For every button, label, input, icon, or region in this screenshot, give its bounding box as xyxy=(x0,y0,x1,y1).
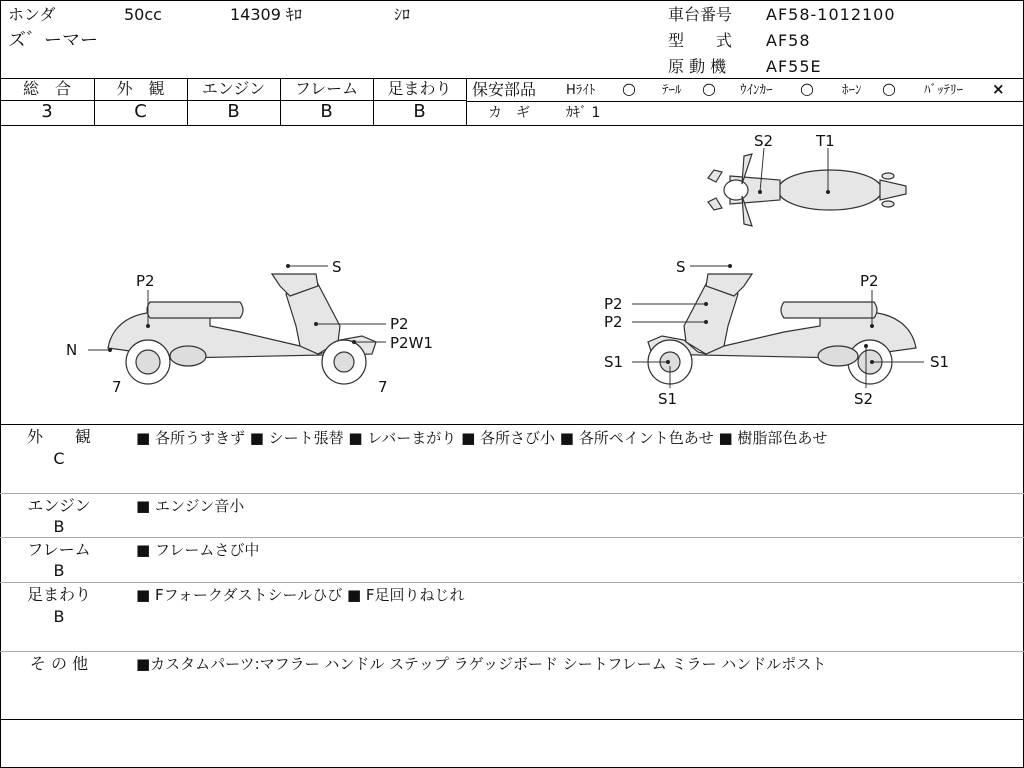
diag-right-label-p2-seat: P2 xyxy=(860,272,879,290)
engine-label: 原 動 機 xyxy=(668,57,727,76)
notes-divider xyxy=(0,493,1024,494)
note-title-engine: エンジン xyxy=(27,496,91,515)
diag-left-label-n: N xyxy=(66,341,78,359)
diag-left-label-s: S xyxy=(332,258,342,276)
diag-left-label-7-rear: 7 xyxy=(112,378,122,396)
diag-right-label-s1-front: S1 xyxy=(604,353,624,371)
grade-value-engine: B xyxy=(227,101,240,122)
grade-value-suspension: B xyxy=(413,101,426,122)
note-text-appearance: ■ 各所うすきず ■ シート張替 ■ レバーまがり ■ 各所さび小 ■ 各所ペイント色あせ ■ 樹脂部色あせ xyxy=(136,429,828,447)
safety-item-battery: ﾊﾞｯﾃﾘｰ xyxy=(924,83,963,98)
safety-item-taillight: ﾃｰﾙ xyxy=(662,83,682,98)
notes-divider xyxy=(0,582,1024,583)
grade-header-suspension: 足まわり xyxy=(387,79,452,98)
diag-top-label-s2: S2 xyxy=(754,132,774,150)
note-title-other: そ の 他 xyxy=(29,654,89,673)
diag-right-label-s1-rear: S1 xyxy=(930,353,950,371)
frame-no: AF58-1012100 xyxy=(766,5,896,24)
model-name: ズ゛ーマー xyxy=(8,30,98,51)
diagram-bottom-border xyxy=(0,424,1024,425)
safety-item-horn: ﾎｰﾝ xyxy=(842,83,862,98)
safety-mark-taillight: ○ xyxy=(702,79,716,98)
notes-divider xyxy=(0,651,1024,652)
color: ｼﾛ xyxy=(394,5,411,24)
diag-left-label-p2w1: P2W1 xyxy=(390,334,433,352)
grade-value-frame: B xyxy=(320,101,333,122)
type-value: AF58 xyxy=(766,31,811,50)
grade-header-frame: フレーム xyxy=(294,79,359,98)
diag-right-label-p2-lower: P2 xyxy=(604,313,623,331)
notes-divider xyxy=(0,537,1024,538)
grade-header-engine: エンジン xyxy=(201,79,266,98)
scooter-damage-diagram xyxy=(0,126,1024,424)
note-grade-suspension: B xyxy=(53,607,65,626)
safety-mark-winker: ○ xyxy=(800,79,814,98)
safety-label: 保安部品 xyxy=(472,80,537,99)
diag-right-label-s1-bottom: S1 xyxy=(658,390,678,408)
key-label: カ ギ xyxy=(488,105,530,121)
note-title-appearance: 外 観 xyxy=(26,427,91,446)
note-title-suspension: 足まわり xyxy=(26,585,91,604)
type-label: 型 式 xyxy=(668,31,733,50)
top-view-scooter-drawing xyxy=(708,154,906,226)
grade-value-appearance: C xyxy=(134,101,147,122)
safety-mark-headlight: ○ xyxy=(622,79,636,98)
notes-bottom-border xyxy=(0,719,1024,720)
note-text-suspension: ■ Fフォークダストシールひび ■ F足回りねじれ xyxy=(136,586,465,604)
safety-mark-horn: ○ xyxy=(882,79,896,98)
diag-left-label-p2-front: P2 xyxy=(390,315,409,333)
grade-value-overall: 3 xyxy=(41,101,53,122)
frame-no-label: 車台番号 xyxy=(668,5,733,24)
diag-right-label-p2-upper: P2 xyxy=(604,295,623,313)
note-text-other: ■カスタムパーツ:マフラー ハンドル ステップ ラゲッジボード シートフレーム ミラー ハンドルポスト xyxy=(136,655,827,673)
grade-header-overall: 総 合 xyxy=(22,79,71,98)
note-text-frame: ■ フレームさび中 xyxy=(136,541,260,559)
right-side-scooter-drawing xyxy=(648,274,916,384)
safety-item-headlight: Hﾗｲﾄ xyxy=(566,83,596,98)
key-value: ｶｷﾞ 1 xyxy=(566,105,601,121)
grade-header-appearance: 外 観 xyxy=(116,79,165,98)
note-grade-engine: B xyxy=(53,517,65,536)
engine-value: AF55E xyxy=(766,57,822,76)
note-grade-frame: B xyxy=(53,561,65,580)
note-title-frame: フレーム xyxy=(27,540,91,559)
maker: ホンダ xyxy=(8,5,56,24)
diag-left-label-p2-seat: P2 xyxy=(136,272,155,290)
safety-row-divider xyxy=(466,101,1024,102)
note-grade-appearance: C xyxy=(53,449,65,468)
displacement: 50cc xyxy=(124,5,162,24)
diag-right-label-s2: S2 xyxy=(854,390,874,408)
diag-left-label-7-front: 7 xyxy=(378,378,388,396)
diag-top-label-t1: T1 xyxy=(816,132,835,150)
note-text-engine: ■ エンジン音小 xyxy=(136,497,245,515)
safety-item-winker: ｳｲﾝｶｰ xyxy=(740,83,773,98)
mileage: 14309 ｷﾛ xyxy=(230,5,302,24)
safety-mark-battery: × xyxy=(992,80,1005,98)
diag-right-label-s: S xyxy=(676,258,686,276)
